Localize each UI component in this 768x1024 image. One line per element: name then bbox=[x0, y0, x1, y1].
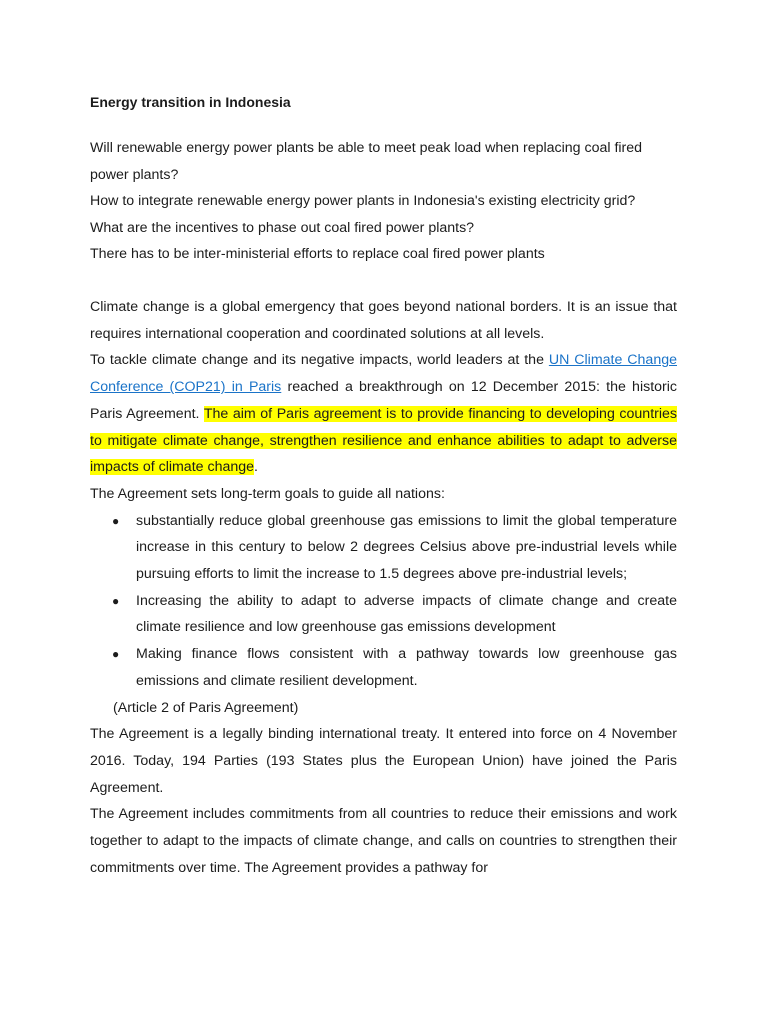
question-4: There has to be inter-ministerial efforts to replace coal fired power plants bbox=[90, 246, 545, 262]
article-reference: (Article 2 of Paris Agreement) bbox=[113, 699, 299, 716]
goal-text: Making finance flows consistent with a pathway towards low greenhouse gas emissions and climate resilient development. bbox=[136, 646, 677, 689]
paris-text-end: . bbox=[254, 459, 258, 476]
bullet-icon: ● bbox=[112, 593, 120, 608]
paragraph-paris-agreement bbox=[90, 347, 677, 481]
bullet-icon: ● bbox=[112, 513, 120, 528]
goal-text: Increasing the ability to adapt to adverse impacts of climate change and create climate resilience and low greenhouse gas emissions development bbox=[136, 592, 677, 636]
bullet-icon: ● bbox=[112, 647, 120, 662]
goals-list bbox=[90, 508, 677, 695]
highlighted-aim-text: The aim of Paris agreement is to provide financing to developing countries to mitigate climate change, strengthen resilience and enhance abilities to adapt to adverse impacts of climate change bbox=[90, 405, 677, 476]
goals-intro: The Agreement sets long-term goals to guide all nations: bbox=[90, 485, 445, 502]
goal-item bbox=[90, 508, 677, 588]
questions-block bbox=[90, 135, 677, 268]
cop21-link[interactable]: UN Climate Change Conference (COP21) in Paris bbox=[90, 352, 677, 396]
goal-item bbox=[90, 588, 677, 641]
document-body bbox=[90, 294, 677, 881]
paris-text-before-link: To tackle climate change and its negative impacts, world leaders at the bbox=[90, 352, 549, 369]
question-2: How to integrate renewable energy power plants in Indonesia's existing electricity grid? bbox=[90, 193, 636, 209]
question-3: What are the incentives to phase out coal fired power plants? bbox=[90, 219, 475, 236]
paragraph-commitments: The Agreement includes commitments from all countries to reduce their emissions and work together to adapt to the impacts of climate change, and calls on countries to strengthen their commitments over time. The Agreement provides a pathway for bbox=[90, 806, 677, 876]
document-title: Energy transition in Indonesia bbox=[90, 94, 291, 110]
question-1: Will renewable energy power plants be able to meet peak load when replacing coal fired power plants? bbox=[90, 140, 643, 183]
paragraph-climate-emergency: Climate change is a global emergency that goes beyond national borders. It is an issue that requires international cooperation and coordinated solutions at all levels. bbox=[90, 299, 677, 342]
goal-text: substantially reduce global greenhouse gas emissions to limit the global temperature increase in this century to below 2 degrees Celsius above pre-industrial levels while pursuing efforts to limit the increase to 1.5 degrees above pre-industrial levels; bbox=[136, 512, 677, 583]
paris-text-after-link: reached a breakthrough on 12 December 2015: the historic Paris Agreement. bbox=[90, 379, 677, 422]
paragraph-legally-binding: The Agreement is a legally binding international treaty. It entered into force on 4 November 2016. Today, 194 Parties (193 States plus the European Union) have joined the Paris Agreement. bbox=[90, 726, 677, 796]
goal-item bbox=[90, 641, 677, 694]
